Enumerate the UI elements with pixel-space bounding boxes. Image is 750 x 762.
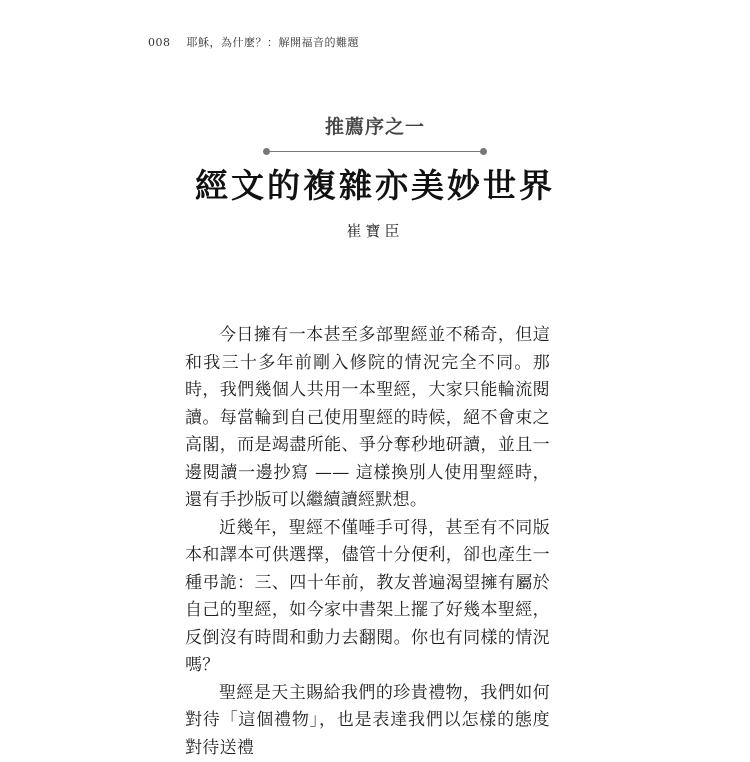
paragraph-2: 近幾年，聖經不僅唾手可得，甚至有不同版本和譯本可供選擇，儘管十分便利，卻也產生一種弔詭：三、四十年前，教友普遍渴望擁有屬於自己的聖經，如今家中書架上擺了好幾本聖經，反倒沒有時間和動力去翻閱。你也有同樣的情況嗎？ (185, 515, 550, 680)
section-label: 推薦序之一 (0, 112, 750, 139)
decorative-divider (263, 148, 487, 156)
paragraph-3: 聖經是天主賜給我們的珍貴禮物，我們如何對待「這個禮物」，也是表達我們以怎樣的態度對待送禮 (185, 680, 550, 762)
running-header (148, 34, 359, 50)
paragraph-1: 今日擁有一本甚至多部聖經並不稀奇，但這和我三十多年前剛入修院的情況完全不同。那時，我們幾個人共用一本聖經，大家只能輪流閱讀。每當輪到自己使用聖經的時候，絕不會束之高閣，而是竭盡所能、爭分奪秒地研讀，並且一邊閱讀一邊抄寫 —— 這樣換別人使用聖經時，還有手抄版可以繼續讀經默想。 (185, 322, 550, 515)
page-number: 008 (148, 36, 171, 49)
author-name: 崔寶臣 (0, 220, 750, 241)
book-title: 耶穌，為什麼？：解開福音的難題 (187, 36, 360, 49)
divider-dot-right (480, 148, 487, 155)
body-text (185, 322, 550, 762)
divider-line (269, 151, 481, 152)
chapter-title: 經文的複雜亦美妙世界 (0, 160, 750, 207)
